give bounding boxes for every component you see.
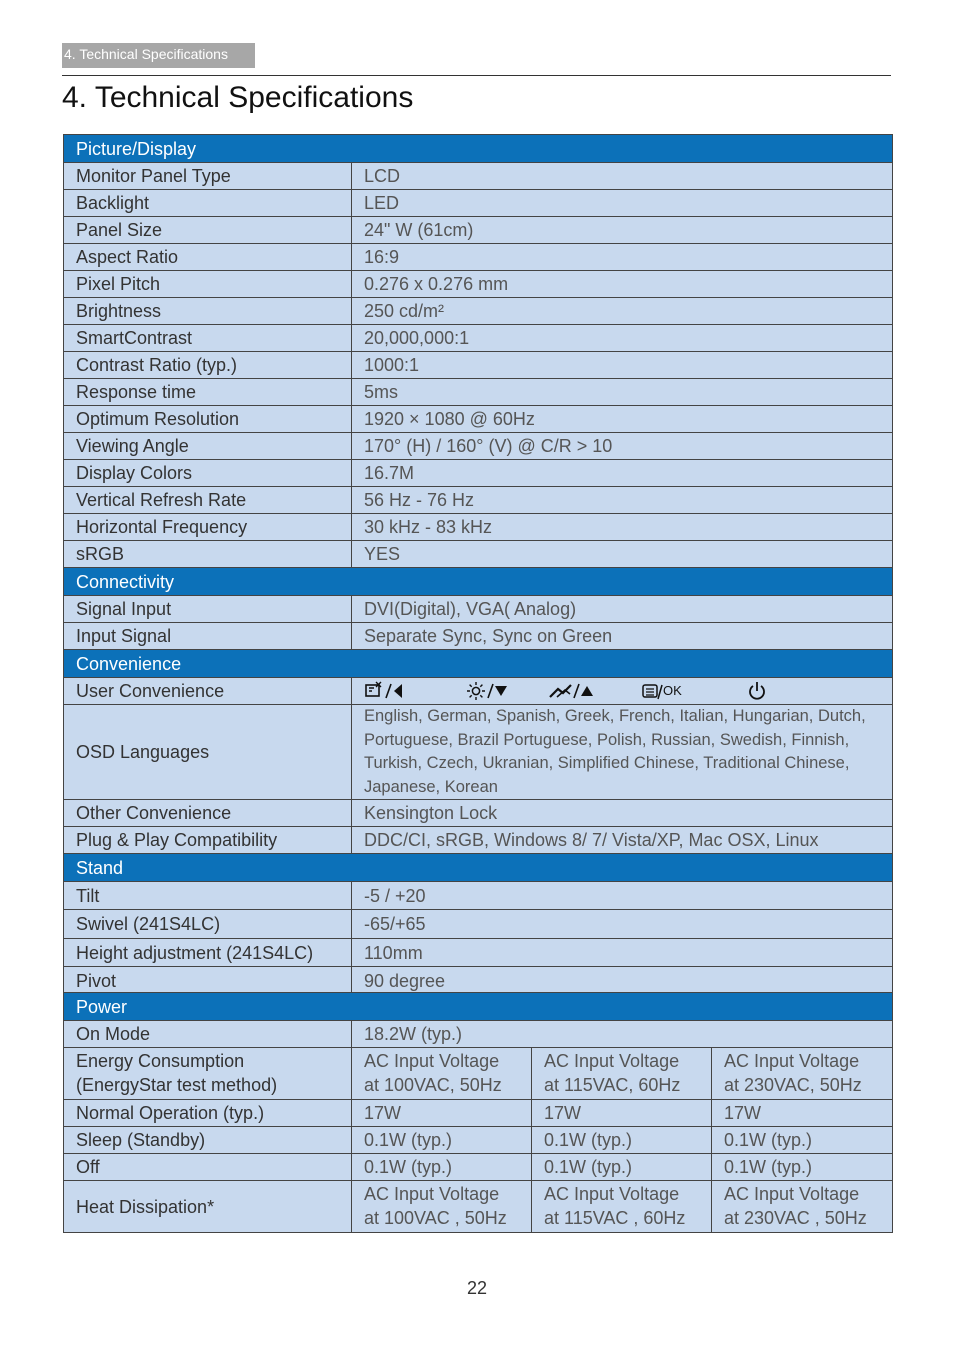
row-value-icons (352, 678, 893, 705)
row-value: DVI(Digital), VGA( Analog) (352, 596, 893, 623)
row-value: 170° (H) / 160° (V) @ C/R > 10 (352, 433, 893, 460)
row-label: Signal Input (64, 596, 352, 623)
table-row (64, 271, 893, 298)
voltage-cell (712, 1048, 893, 1100)
row-label: Other Convenience (64, 800, 352, 827)
row-label: Height adjustment (241S4LC) (64, 939, 352, 967)
section-title: Picture/Display (64, 135, 893, 163)
row-value: 0.1W (typ.) (352, 1154, 532, 1181)
row-value: 0.1W (typ.) (532, 1127, 712, 1154)
row-label: Monitor Panel Type (64, 163, 352, 190)
row-value: 16.7M (352, 460, 893, 487)
table-row (64, 379, 893, 406)
row-value: 20,000,000:1 (352, 325, 893, 352)
row-label: Vertical Refresh Rate (64, 487, 352, 514)
cell-line: at 100VAC , 50Hz (364, 1207, 507, 1228)
row-label: Tilt (64, 882, 352, 910)
voltage-cell (352, 1048, 532, 1100)
row-label: Panel Size (64, 217, 352, 244)
table-row (64, 163, 893, 190)
row-label: Horizontal Frequency (64, 514, 352, 541)
row-label: Plug & Play Compatibility (64, 827, 352, 854)
row-label: Contrast Ratio (typ.) (64, 352, 352, 379)
table-row-energy-consumption (64, 1048, 893, 1100)
section-title: Power (64, 993, 893, 1021)
table-row-on-mode (64, 1021, 893, 1048)
row-value: 16:9 (352, 244, 893, 271)
row-label: Aspect Ratio (64, 244, 352, 271)
table-row (64, 487, 893, 514)
row-value: 0.1W (typ.) (532, 1154, 712, 1181)
table-row (64, 967, 893, 995)
cell-line: AC Input Voltage (544, 1051, 680, 1071)
section-title: Connectivity (64, 568, 893, 596)
row-label: Viewing Angle (64, 433, 352, 460)
section-tab-label: 4. Technical Specifications (62, 43, 255, 68)
row-label: Response time (64, 379, 352, 406)
row-label: sRGB (64, 541, 352, 568)
table-row (64, 1100, 893, 1127)
voltage-cell (712, 1181, 893, 1233)
brightness-down-icon (466, 681, 549, 701)
row-value: DDC/CI, sRGB, Windows 8/ 7/ Vista/XP, Mac OSX, Linux (352, 827, 893, 854)
row-value: English, German, Spanish, Greek, French, Italian, Hungarian, Dutch, Portuguese, Brazil Portuguese, Polish, Russian, Swedish, Finnish, Turkish, Czech, Ukranian, Simplified Chinese, Traditional Chinese, Japanese, Korean (352, 705, 893, 800)
row-value: 56 Hz - 76 Hz (352, 487, 893, 514)
cell-line: at 115VAC , 60Hz (544, 1207, 686, 1228)
row-value: 5ms (352, 379, 893, 406)
table-row (64, 460, 893, 487)
row-value: 0.1W (typ.) (712, 1127, 893, 1154)
row-value: LED (352, 190, 893, 217)
table-row (64, 352, 893, 379)
cell-line: AC Input Voltage (724, 1051, 860, 1071)
row-value: 17W (712, 1100, 893, 1127)
row-label: Normal Operation (typ.) (64, 1100, 352, 1127)
voltage-cell (532, 1181, 712, 1233)
cell-line: at 230VAC, 50Hz (724, 1074, 862, 1095)
cell-line: at 115VAC, 60Hz (544, 1074, 681, 1095)
cell-line: at 100VAC, 50Hz (364, 1074, 502, 1095)
row-value: -5 / +20 (352, 882, 893, 910)
row-label: OSD Languages (64, 705, 352, 800)
page-title: 4. Technical Specifications (62, 81, 414, 114)
table-row (64, 190, 893, 217)
row-label: Brightness (64, 298, 352, 325)
table-row (64, 514, 893, 541)
spec-table-main (63, 134, 893, 995)
cell-line: AC Input Voltage (364, 1184, 500, 1204)
row-value: 1920 × 1080 @ 60Hz (352, 406, 893, 433)
cell-line: AC Input Voltage (364, 1051, 500, 1071)
row-label (64, 1048, 352, 1100)
row-label: Optimum Resolution (64, 406, 352, 433)
row-value: 30 kHz - 83 kHz (352, 514, 893, 541)
power-icon (747, 681, 767, 701)
row-label: Off (64, 1154, 352, 1181)
table-row (64, 244, 893, 271)
label-line: Energy Consumption (76, 1051, 245, 1071)
row-label: On Mode (64, 1021, 352, 1048)
row-value: Separate Sync, Sync on Green (352, 623, 893, 650)
row-label: SmartContrast (64, 325, 352, 352)
cell-line: at 230VAC , 50Hz (724, 1207, 867, 1228)
section-header-stand (64, 854, 893, 882)
row-label: Input Signal (64, 623, 352, 650)
table-row-user-convenience (64, 678, 893, 705)
row-value: 17W (532, 1100, 712, 1127)
table-row (64, 1154, 893, 1181)
row-value: 0.1W (typ.) (712, 1154, 893, 1181)
table-row (64, 217, 893, 244)
cell-line: AC Input Voltage (724, 1184, 860, 1204)
table-row (64, 623, 893, 650)
table-row (64, 827, 893, 854)
row-value: 17W (352, 1100, 532, 1127)
table-row (64, 596, 893, 623)
spec-table-power (63, 992, 893, 1233)
table-row (64, 541, 893, 568)
table-row-heat-dissipation (64, 1181, 893, 1233)
row-value: -65/+65 (352, 910, 893, 939)
row-value: 0.1W (typ.) (352, 1127, 532, 1154)
menu-ok-icon (641, 680, 747, 702)
row-value: 250 cd/m² (352, 298, 893, 325)
table-row (64, 325, 893, 352)
row-label: User Convenience (64, 678, 352, 705)
table-row (64, 800, 893, 827)
table-row (64, 298, 893, 325)
table-row (64, 910, 893, 939)
voltage-cell (532, 1048, 712, 1100)
row-label: Heat Dissipation* (64, 1181, 352, 1233)
row-value: YES (352, 541, 893, 568)
smartimage-up-icon (549, 681, 641, 701)
row-value: 18.2W (typ.) (352, 1021, 893, 1048)
header-rule (62, 75, 891, 76)
ok-label: OK (663, 683, 682, 698)
section-header-power (64, 993, 893, 1021)
section-title: Stand (64, 854, 893, 882)
section-title: Convenience (64, 650, 893, 678)
table-row (64, 433, 893, 460)
table-row (64, 882, 893, 910)
section-header-picture-display (64, 135, 893, 163)
voltage-cell (352, 1181, 532, 1233)
input-source-left-icon (364, 681, 466, 701)
row-value: 0.276 x 0.276 mm (352, 271, 893, 298)
table-row (64, 1127, 893, 1154)
section-header-connectivity (64, 568, 893, 596)
row-value: 110mm (352, 939, 893, 967)
row-label: Swivel (241S4LC) (64, 910, 352, 939)
page-number: 22 (466, 1278, 488, 1298)
row-label: Backlight (64, 190, 352, 217)
row-label: Sleep (Standby) (64, 1127, 352, 1154)
table-row (64, 406, 893, 433)
row-value: 24" W (61cm) (352, 217, 893, 244)
row-value: LCD (352, 163, 893, 190)
section-header-convenience (64, 650, 893, 678)
row-value: 1000:1 (352, 352, 893, 379)
row-label: Pivot (64, 967, 352, 995)
cell-line: AC Input Voltage (544, 1184, 680, 1204)
row-value: 90 degree (352, 967, 893, 995)
row-value: Kensington Lock (352, 800, 893, 827)
label-line: (EnergyStar test method) (76, 1074, 278, 1095)
row-label: Display Colors (64, 460, 352, 487)
row-label: Pixel Pitch (64, 271, 352, 298)
table-row (64, 939, 893, 967)
table-row-osd-languages (64, 705, 893, 800)
